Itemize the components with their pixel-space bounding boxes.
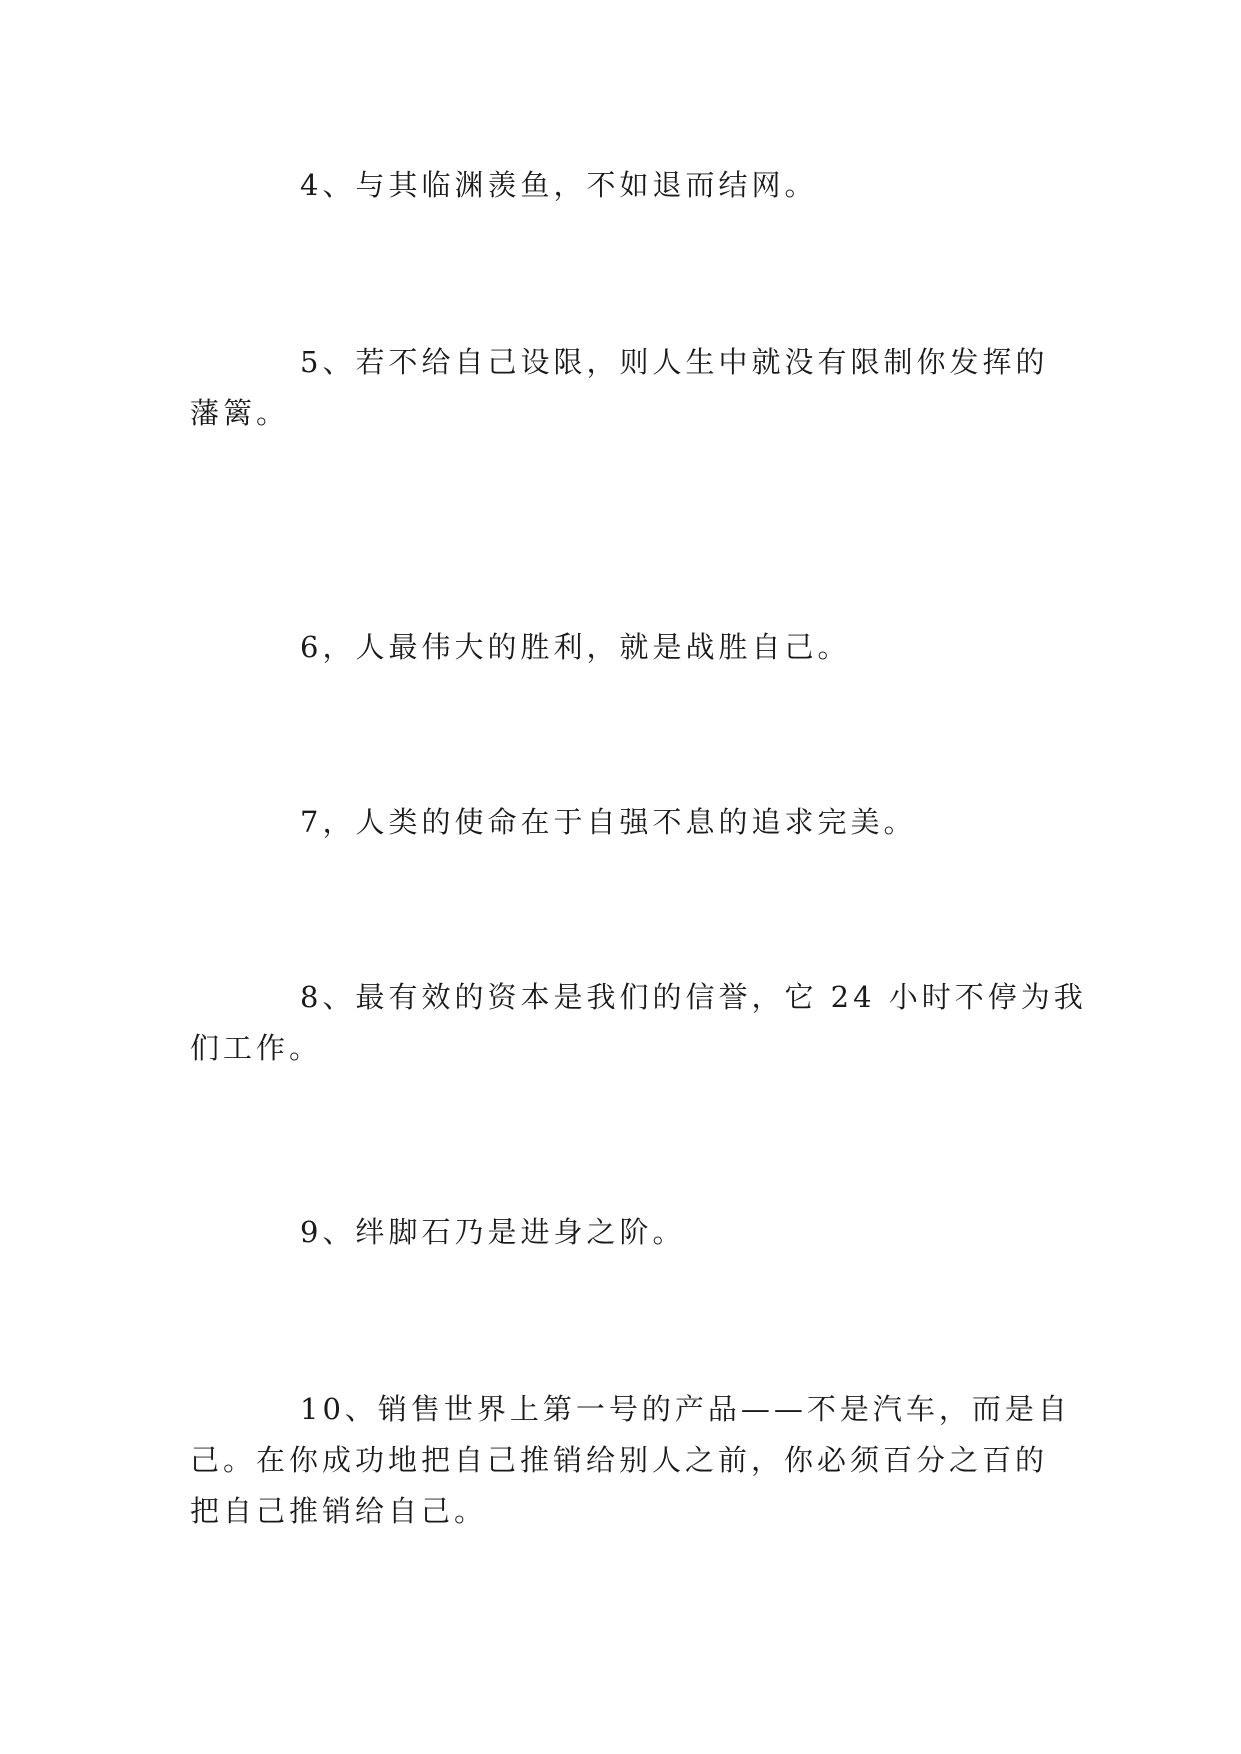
paragraph-line: 己。在你成功地把自己推销给别人之前，你必须百分之百的 [190, 1443, 1049, 1477]
paragraph-7 [190, 797, 1050, 848]
paragraph-5 [190, 337, 1050, 439]
paragraph-9 [190, 1207, 1050, 1258]
paragraph-line: 藩篱。 [190, 396, 290, 430]
paragraph-line: 们工作。 [190, 1031, 323, 1065]
paragraph-line: 7，人类的使命在于自强不息的追求完美。 [300, 805, 917, 839]
paragraph-line: 10、销售世界上第一号的产品——不是汽车，而是自 [300, 1392, 1071, 1426]
paragraph-line: 9、绊脚石乃是进身之阶。 [300, 1215, 686, 1249]
paragraph-line: 5、若不给自己设限，则人生中就没有限制你发挥的 [300, 345, 1049, 379]
paragraph-6 [190, 622, 1050, 673]
paragraph-line: 4、与其临渊羡鱼，不如退而结网。 [300, 168, 818, 202]
paragraph-8 [190, 972, 1087, 1074]
paragraph-4 [190, 160, 1050, 211]
paragraph-line: 6，人最伟大的胜利，就是战胜自己。 [300, 630, 851, 664]
paragraph-line: 8、最有效的资本是我们的信誉，它 24 小时不停为我 [300, 980, 1087, 1014]
paragraph-line: 把自己推销给自己。 [190, 1494, 488, 1528]
paragraph-10 [190, 1384, 1071, 1537]
